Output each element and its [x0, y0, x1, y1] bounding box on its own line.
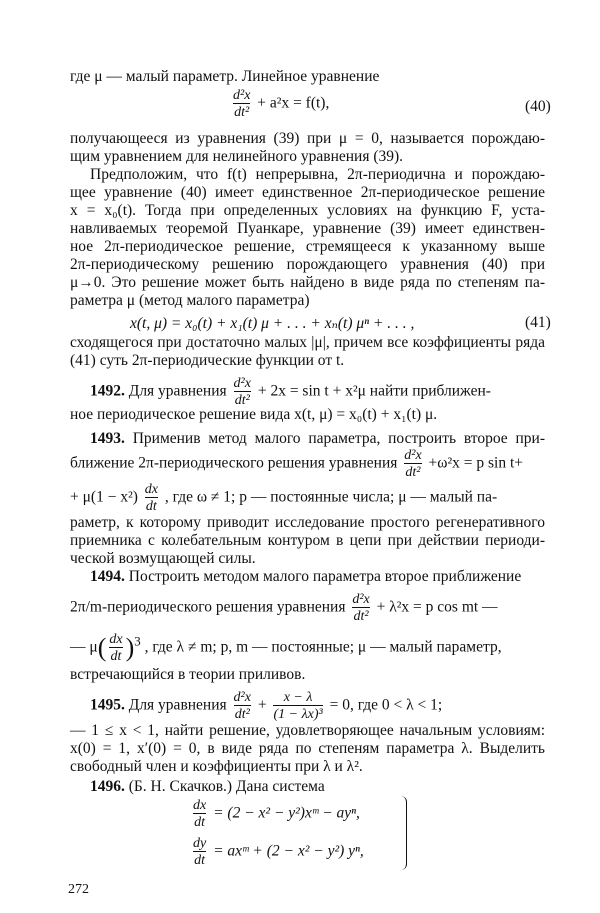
- text-line: раметр, к которому приводит исследование простого регенеративного: [70, 514, 545, 531]
- text-line: где μ — малый параметр. Линейное уравнение: [70, 68, 380, 85]
- system-eq-1: $\frac{dx}{dt}$ = (2 − x² − y²)xᵐ − ayⁿ,: [193, 798, 360, 830]
- system-eq-2: $\frac{dy}{dt}$ = axᵐ + (2 − x² − y²) yⁿ,: [193, 836, 364, 868]
- problem-1492: 1492. Для уравнения $\frac{\text{d²x}}{\text{dt²}}$ + 2x = sin t + x²μ найти приближен-: [90, 376, 491, 408]
- problem-1493: 1493. Применив метод малого параметра, построить второе при-: [90, 430, 546, 447]
- text-line: раметра μ (метод малого параметра): [70, 292, 310, 309]
- problem-1496: 1496. (Б. Н. Скачков.) Дана система: [90, 778, 325, 795]
- equation-41: x(t, μ) = x₀(t) + x₁(t) μ + . . . + xₙ(t) μⁿ + . . . ,: [130, 315, 415, 332]
- fraction: $\frac{dx}{dt}$: [109, 632, 123, 664]
- text-line: x = x₀(t). Тогда при определенных условиях на функцию F, уста-: [70, 202, 545, 219]
- text-line: встречающийся в теории приливов.: [70, 666, 306, 683]
- equation-number: (41): [525, 314, 551, 331]
- text-line: щим уравнением для нелинейного уравнения (39).: [70, 148, 404, 165]
- text-line: μ→0. Это решение может быть найдено в виде ряда по степеням па-: [70, 274, 545, 291]
- equation-number: (40): [525, 98, 551, 115]
- text-line: щее уравнение (40) имеет единственное 2π-периодическое решение: [70, 184, 545, 201]
- fraction: $\frac{x - \lambda}{\text{(1 − λx)³}}$: [273, 690, 323, 722]
- page-number: 272: [68, 882, 89, 897]
- text-line: x(0) = 1, x′(0) = 0, в виде ряда по степеням параметра λ. Выделить: [70, 740, 545, 757]
- fraction: $\frac{\text{d²x}}{\text{dt²}}$: [404, 448, 422, 480]
- text-line: Предположим, что f(t) непрерывна, 2π-периодична и порождаю-: [90, 166, 545, 183]
- fraction: $\frac{\text{d²x}}{\text{dt²}}$: [233, 690, 251, 722]
- text-line: — 1 ≤ x < 1, найти решение, удовлетворяющее начальным условиям:: [70, 722, 545, 739]
- text-line: ческой возмущающей силы.: [70, 550, 256, 567]
- text-line: — μ( $\frac{dx}{dt}$ )$^3$ , где λ ≠ m; p, m — постоянные; μ — малый параметр,: [70, 632, 502, 664]
- fraction: $\frac{dx}{dt}$: [144, 482, 158, 514]
- text-line: ное периодическое решение вида x(t, μ) = x₀(t) + x₁(t) μ.: [70, 406, 438, 423]
- text-line: навливаемых теоремой Пуанкаре, уравнение (39) имеет единствен-: [70, 220, 545, 237]
- text-line: приемника с колебательным контуром в цепи при действии периоди-: [70, 532, 545, 549]
- system-brace: [396, 796, 407, 870]
- equation-40: $\frac{\text{d²x}}{\text{dt²}}$ + a²x = f(t),: [233, 88, 330, 120]
- text-line: (41) суть 2π-периодические функции от t.: [70, 352, 345, 369]
- fraction: $\frac{dx}{dt}$: [193, 798, 207, 830]
- fraction: $\frac{\text{d²x}}{\text{dt²}}$: [233, 88, 251, 120]
- text-line: 2π/m-периодического решения уравнения $\frac{\text{d²x}}{\text{dt²}}$ + λ²x = p cos mt —: [70, 592, 498, 624]
- text-line: получающееся из уравнения (39) при μ = 0, называется порождаю-: [70, 130, 545, 147]
- text-line: ближение 2π-периодического решения уравнения $\frac{\text{d²x}}{\text{dt²}}$ +ω²x = p sin t+: [70, 448, 524, 480]
- fraction: $\frac{\text{d²x}}{\text{dt²}}$: [233, 376, 251, 408]
- text-line: сходящегося при достаточно малых |μ|, причем все коэффициенты ряда: [70, 334, 545, 351]
- problem-1495: 1495. Для уравнения $\frac{\text{d²x}}{\text{dt²}}$ + $\frac{x - \lambda}{\text{(1 − λx)³}}$ = 0, где 0 < λ < 1;: [90, 690, 443, 722]
- problem-1494: 1494. Построить методом малого параметра второе приближение: [90, 568, 522, 585]
- text-line: свободный член и коэффициенты при λ и λ².: [70, 758, 363, 775]
- fraction: $\frac{dy}{dt}$: [193, 836, 207, 868]
- fraction: $\frac{\text{d²x}}{\text{dt²}}$: [352, 592, 370, 624]
- text-line: + μ(1 − x²) $\frac{dx}{dt}$ , где ω ≠ 1; p — постоянные числа; μ — малый па-: [70, 482, 498, 514]
- text-line: 2π-периодическому решению порождающего уравнения (40) при: [70, 256, 545, 273]
- text-line: ное 2π-периодическое решение, стремящееся к указанному выше: [70, 238, 545, 255]
